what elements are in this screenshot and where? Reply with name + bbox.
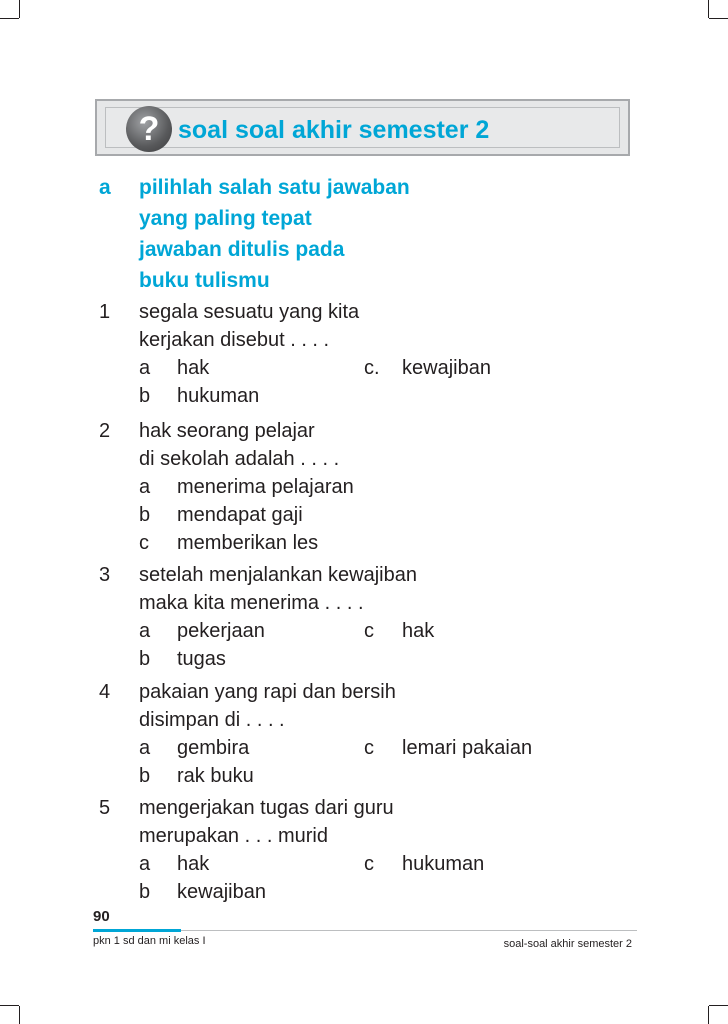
footer-book-title: pkn 1 sd dan mi kelas I <box>93 935 206 947</box>
option-letter: b <box>139 765 151 787</box>
option-letter: b <box>139 504 151 526</box>
option-letter: b <box>139 648 151 670</box>
option-letter: a <box>139 737 151 759</box>
option-text: menerima pelajaran <box>177 476 354 498</box>
option-text: hak <box>402 620 435 642</box>
question-number: 5 <box>99 797 111 819</box>
question-stem-line: disimpan di . . . . <box>139 709 285 731</box>
option-text: hukuman <box>402 853 485 875</box>
question-stem-line: di sekolah adalah . . . . <box>139 448 340 470</box>
question-number: 3 <box>99 564 111 586</box>
option-text: lemari pakaian <box>402 737 533 759</box>
crop-mark <box>709 1005 728 1006</box>
instruction-line: yang paling tepat <box>139 207 312 230</box>
option-text: hukuman <box>177 385 260 407</box>
option-letter: c <box>139 532 149 554</box>
section-title: soal soal akhir semester 2 <box>178 116 490 144</box>
option-text: gembira <box>177 737 250 759</box>
question-stem-line: setelah menjalankan kewajiban <box>139 564 417 586</box>
footer-section-title: soal-soal akhir semester 2 <box>503 938 632 950</box>
question-stem-line: segala sesuatu yang kita <box>139 301 360 323</box>
crop-mark <box>19 0 20 18</box>
instruction-line: pilihlah salah satu jawaban <box>139 176 410 199</box>
option-text: hak <box>177 853 210 875</box>
section-header <box>95 99 630 156</box>
question-stem-line: maka kita menerima . . . . <box>139 592 364 614</box>
instruction-line: buku tulismu <box>139 269 270 292</box>
question-stem <box>139 561 417 617</box>
question-number: 4 <box>99 681 111 703</box>
question-stem-line: merupakan . . . murid <box>139 825 328 847</box>
option-letter: c. <box>364 357 380 379</box>
question-stem-line: pakaian yang rapi dan bersih <box>139 681 396 703</box>
option-letter: a <box>139 853 151 875</box>
option-text: rak buku <box>177 765 254 787</box>
question-stem-line: hak seorang pelajar <box>139 420 315 442</box>
crop-mark <box>708 0 709 18</box>
instruction-letter: a <box>99 176 111 199</box>
question-stem <box>139 794 394 850</box>
question-number: 2 <box>99 420 111 442</box>
crop-mark <box>19 1006 20 1024</box>
instruction-line: jawaban ditulis pada <box>139 238 345 261</box>
option-text: kewajiban <box>402 357 491 379</box>
option-letter: a <box>139 620 151 642</box>
option-letter: c <box>364 853 374 875</box>
option-letter: b <box>139 881 151 903</box>
question-stem <box>139 298 359 354</box>
option-letter: c <box>364 737 374 759</box>
question-stem-line: kerjakan disebut . . . . <box>139 329 330 351</box>
section-header-inner <box>105 107 620 148</box>
question-stem-line: mengerjakan tugas dari guru <box>139 797 394 819</box>
question-number: 1 <box>99 301 111 323</box>
option-text: memberikan les <box>177 532 319 554</box>
crop-mark <box>708 1006 709 1024</box>
question-stem <box>139 417 339 473</box>
page-number: 90 <box>93 908 110 925</box>
option-letter: a <box>139 357 151 379</box>
instruction-text <box>139 172 410 296</box>
option-text: tugas <box>177 648 226 670</box>
option-letter: c <box>364 620 374 642</box>
question-stem <box>139 678 396 734</box>
footer-rule-accent <box>93 929 181 932</box>
option-text: kewajiban <box>177 881 266 903</box>
footer-rule <box>181 930 637 931</box>
crop-mark <box>0 1005 19 1006</box>
question-mark-icon: ? <box>126 106 172 152</box>
option-text: mendapat gaji <box>177 504 303 526</box>
option-text: pekerjaan <box>177 620 265 642</box>
option-letter: a <box>139 476 151 498</box>
crop-mark <box>709 18 728 19</box>
option-letter: b <box>139 385 151 407</box>
option-text: hak <box>177 357 210 379</box>
crop-mark <box>0 18 19 19</box>
